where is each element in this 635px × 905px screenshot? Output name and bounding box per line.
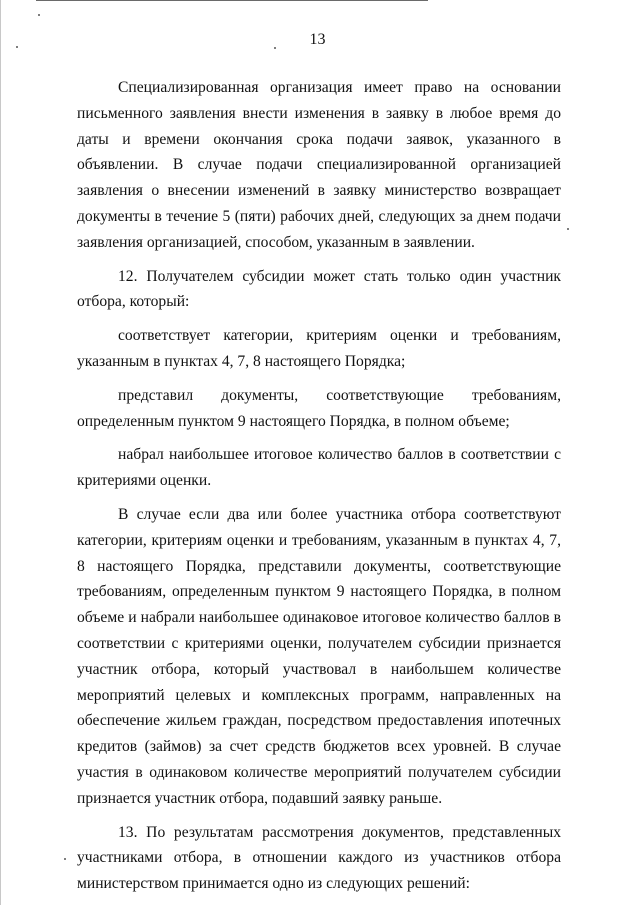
scan-edge-top: [36, 0, 428, 1]
paragraph-13-decisions: 13. По результатам рассмотрения документов, представленных участниками отбора, в отношении каждого из участников отбора министерством принимается одно из следующих решений:: [77, 823, 561, 893]
scan-speck: [567, 228, 569, 230]
paragraph-criterion-score: набрал наибольшее итоговое количество баллов в соответствии с критериями оценки.: [77, 446, 561, 490]
paragraph-criterion-category: соответствует категории, критериям оценки и требованиям, указанным в пунктах 4, 7, 8 настоящего Порядка;: [77, 327, 561, 370]
page-number: 13: [309, 31, 326, 48]
paragraph-amendment-right: Специализированная организация имеет право на основании письменного заявления внести изменения в заявку в любое время до даты и времени окончания срока подачи заявок, указанного в объявлении. В случае подачи специализированной организацией заявления о внесении изменений в заявку министерство возвращает документы в течение 5 (пяти) рабочих дней, следующих за днем подачи заявления организацией, способом, указанным в заявлении.: [77, 79, 561, 251]
scan-edge-left: [0, 0, 1, 905]
paragraph-12-recipient: 12. Получателем субсидии может стать только один участник отбора, который:: [77, 267, 561, 311]
scan-speck: [64, 858, 66, 860]
document-body: [77, 75, 561, 905]
paragraph-criterion-documents: представил документы, соответствующие требованиям, определенным пунктом 9 настоящего Порядка, в полном объеме;: [77, 386, 561, 430]
paragraph-tie-break: В случае если два или более участника отбора соответствуют категории, критериям оценки и требованиям, указанным в пунктах 4, 7, 8 настоящего Порядка, представили документы, соответствующие требованиям, определенным пунктом 9 настоящего Порядка, в полном объеме и набрали наибольшее одинаковое итоговое количество баллов в соответствии с критериями оценки, получателем субсидии признается участник отбора, который участвовал в наибольшем количестве мероприятий целевых и комплексных программ, направленных на обеспечение жильем граждан, посредством предоставления ипотечных кредитов (займов) за счет средств бюджетов всех уровней. В случае участия в одинаковом количестве мероприятий получателем субсидии признается участник отбора, подавший заявку раньше.: [77, 505, 561, 807]
scan-speck: [38, 14, 40, 16]
